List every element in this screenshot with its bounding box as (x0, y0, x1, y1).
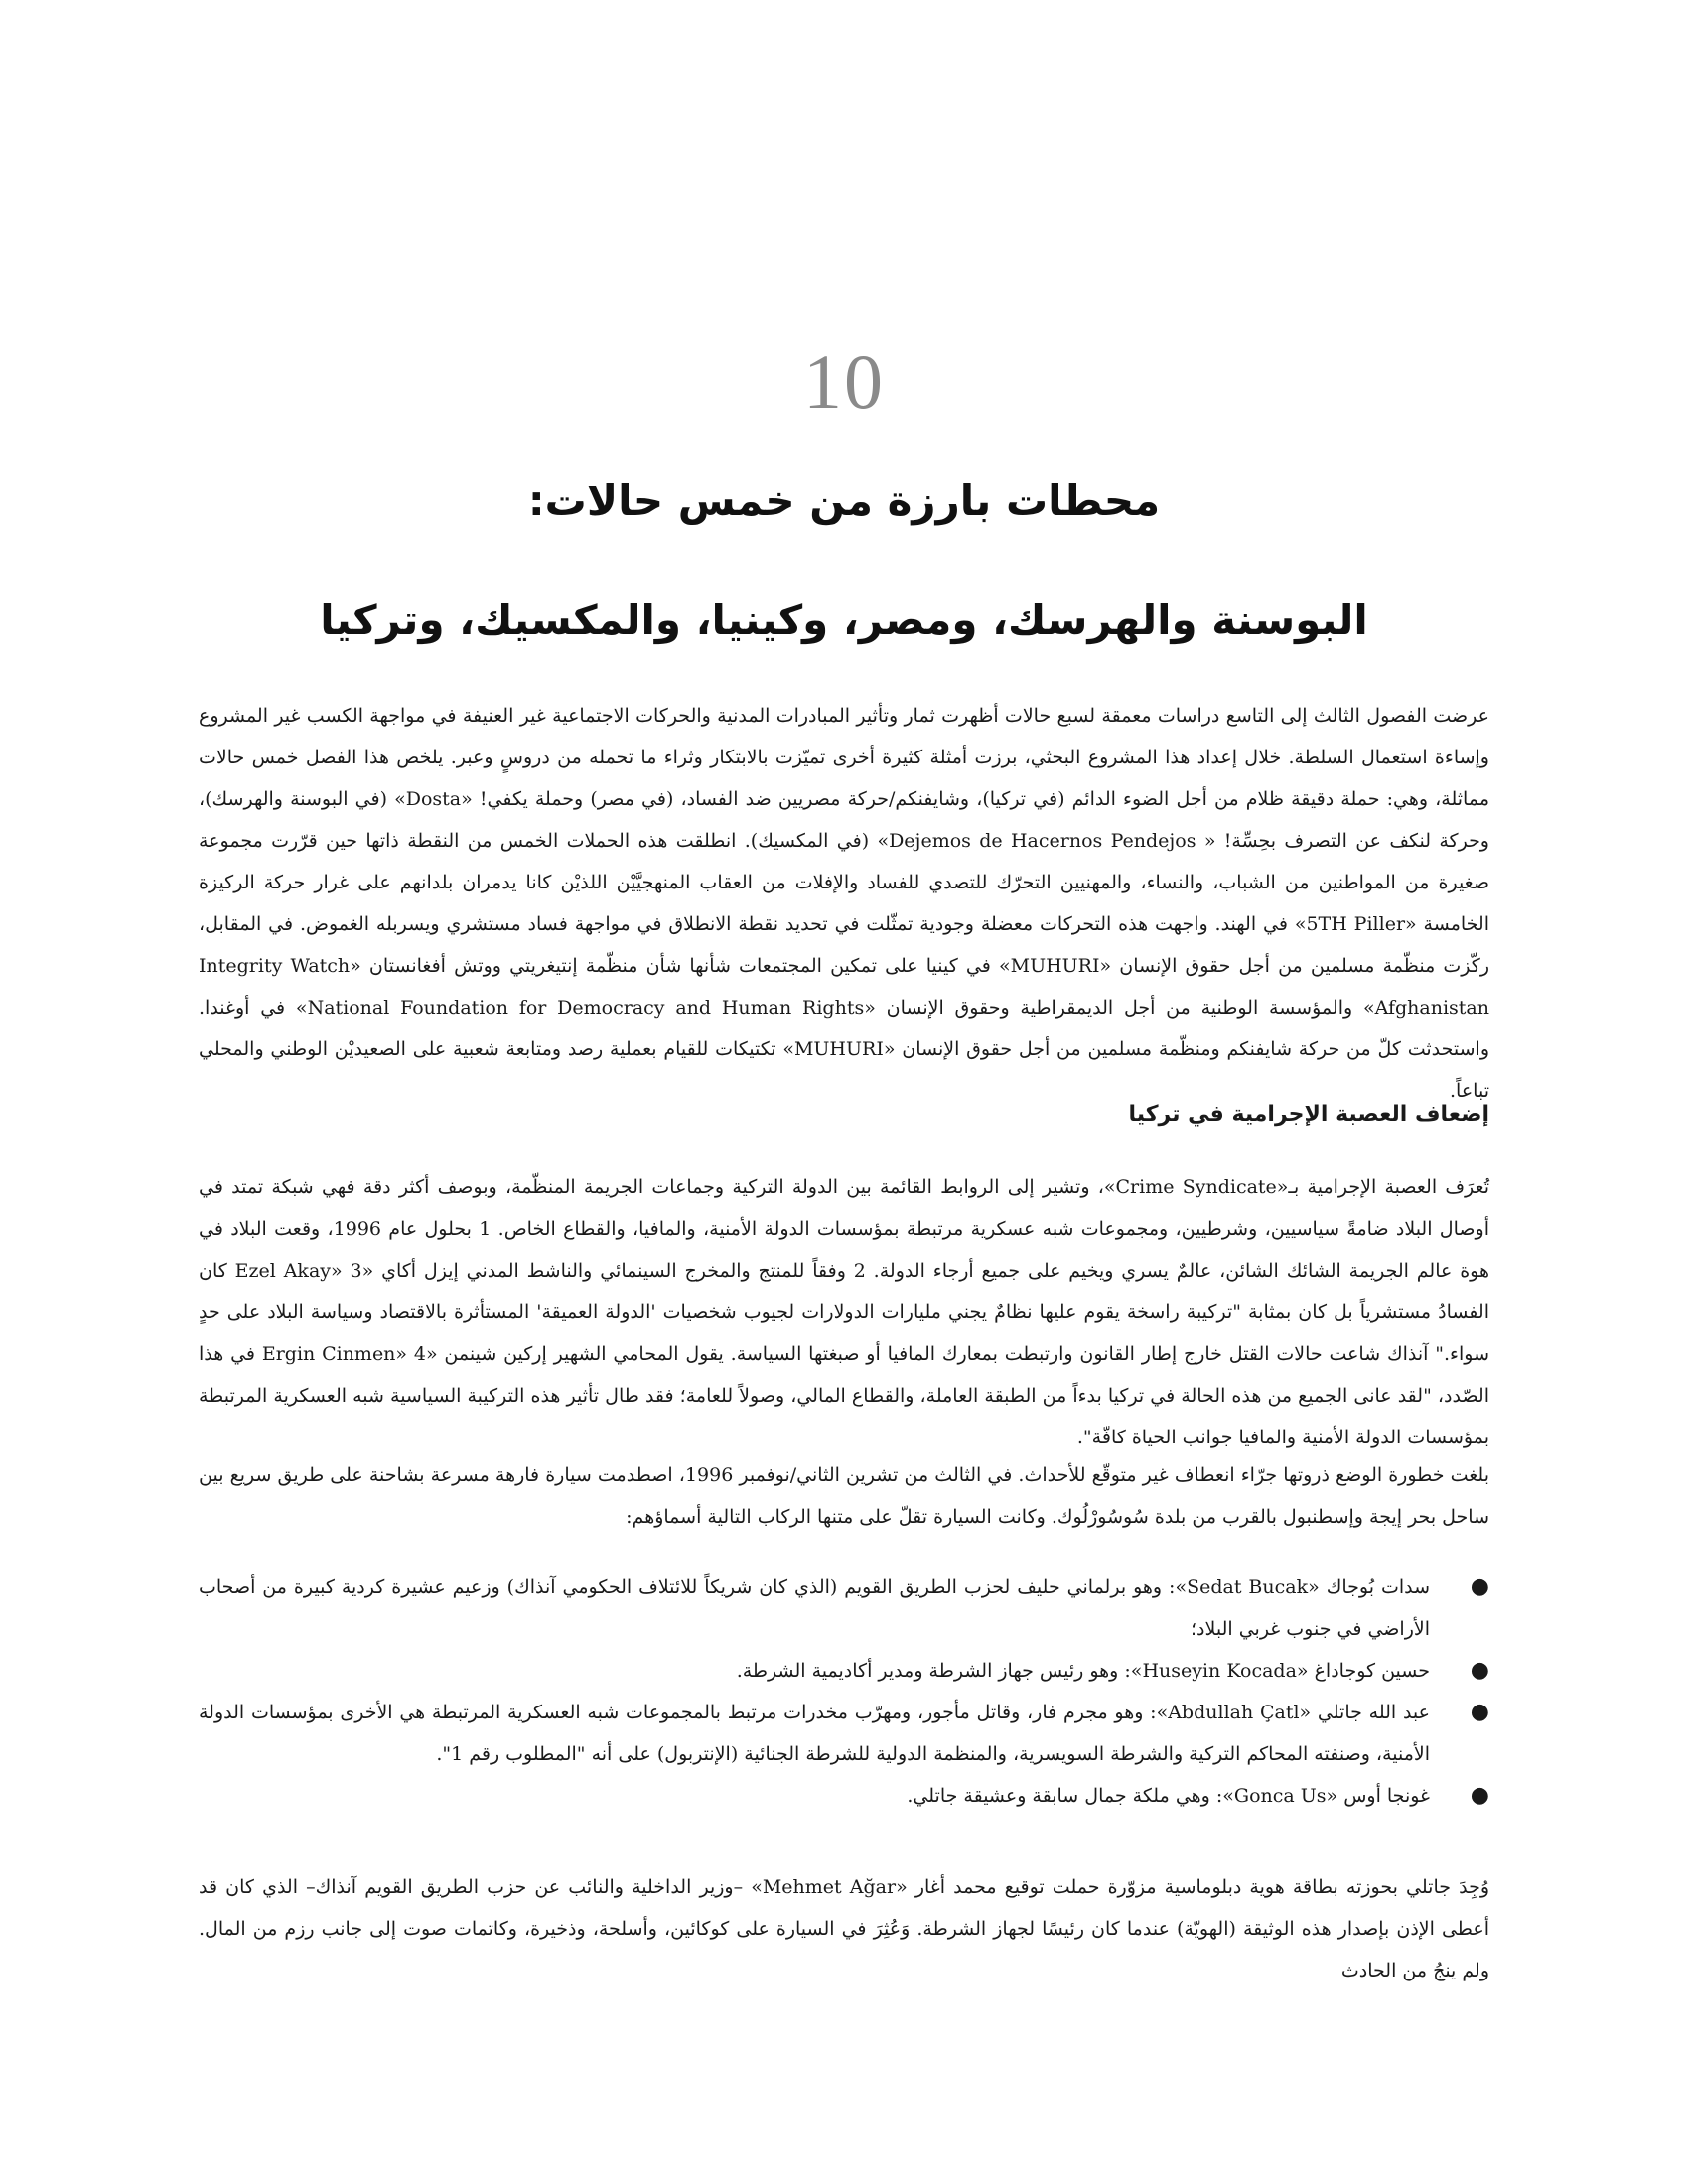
body-paragraph-3: وُجِدَ جاتلي بحوزته بطاقة هوية دبلوماسية مزوّرة حملت توقيع محمد أغار «Mehmet Ağar» –وزير الداخلية والنائب عن حزب الطريق القويم آنذاك– الذي كان قد أعطى الإذن بإصدار هذه الوثيقة (الهويّة) عندما كان رئيسًا لجهاز الشرطة. وَعُثِرَ في السيارة على كوكائين، وأسلحة، وذخيرة، وكاتمات صوت إلى جانب رزم من المال. ولم ينجُ من الحادث (199, 1876, 1489, 1981)
list-item (199, 1650, 1489, 1692)
bullet-icon: ● (1470, 1574, 1489, 1599)
bullet-icon: ● (1470, 1783, 1489, 1808)
list-item-text: عبد الله جاتلي «Abdullah Çatl»: وهو مجرم فار، وقاتل مأجور، ومهرّب مخدرات مرتبط بالمجموعات شبه العسكرية المرتبطة هي الأخرى بمؤسسات الدولة الأمنية، وصنفته المحاكم التركية والشرطة السويسرية، والمنظمة الدولية للشرطة الجنائية (الإنتربول) على أنه "المطلوب رقم 1". (199, 1702, 1430, 1765)
chapter-title-line-1: محطات بارزة من خمس حالات: (527, 477, 1161, 525)
list-item-text: غونجا أوس «Gonca Us»: وهي ملكة جمال سابقة وعشيقة جاتلي. (907, 1785, 1430, 1807)
body-paragraph-2: بلغت خطورة الوضع ذروتها جرّاء انعطاف غير متوقّع للأحداث. في الثالث من تشرين الثاني/نوفمبر 1996، اصطدمت سيارة فارهة مسرعة بشاحنة على طريق سريع بين ساحل بحر إيجة وإسطنبول بالقرب من بلدة سُوسُورْلُوك. وكانت السيارة تقلّ على متنها الركاب التالية أسماؤهم: (199, 1464, 1490, 1528)
list-item-text: حسين كوجاداغ «Huseyin Kocada»: وهو رئيس جهاز الشرطة ومدير أكاديمية الشرطة. (736, 1660, 1430, 1682)
list-item (199, 1775, 1489, 1817)
intro-paragraph: عرضت الفصول الثالث إلى التاسع دراسات معمقة لسبع حالات أظهرت ثمار وتأثير المبادرات المدنية والحركات الاجتماعية غير العنيفة في مواجهة الكسب غير المشروع وإساءة استعمال السلطة. خلال إعداد هذا المشروع البحثي، برزت أمثلة كثيرة أخرى تميّزت بالابتكار وثراء ما تحمله من دروسٍ وعبر. يلخص هذا الفصل خمس حالات مماثلة، وهي: حملة دقيقة ظلام من أجل الضوء الدائم (في تركيا)، وشايفنكم/حركة مصريين ضد الفساد، (في مصر) وحملة يكفي! «Dosta» (في البوسنة والهرسك)، وحركة لنكف عن التصرف بحِسِّة! « Dejemos de Hacernos Pendejos» (في المكسيك). انطلقت هذه الحملات الخمس من النقطة ذاتها حين قرّرت مجموعة صغيرة من المواطنين من الشباب، والنساء، والمهنيين التحرّك للتصدي للفساد والإفلات من العقاب المنهجيَّيْن اللذيْن كانا يدمران بلدانهم على غرار حركة الركيزة الخامسة «5TH Piller» في الهند. واجهت هذه التحركات معضلة وجودية تمثّلت في تحديد نقطة الانطلاق في مواجهة فساد مستشري ويسربله الغموض. في المقابل، ركّزت منظّمة مسلمين من أجل حقوق الإنسان «MUHURI» في كينيا على تمكين المجتمعات شأنها شأن منظّمة إنتيغريتي ووتش أفغانستان «Integrity Watch Afghanistan» والمؤسسة الوطنية من أجل الديمقراطية وحقوق الإنسان «National Foundation for Democracy and Human Rights» في أوغندا. واستحدثت كلّ من حركة شايفنكم ومنظّمة مسلمين من أجل حقوق الإنسان «MUHURI» تكتيكات للقيام بعملية رصد ومتابعة شعبية على الصعيديْن الوطني والمحلي تباعاً. (199, 705, 1489, 1102)
list-item (199, 1567, 1489, 1650)
passenger-list (199, 1567, 1489, 1817)
body-paragraph-1: تُعرَف العصبة الإجرامية بـ«Crime Syndicate»، وتشير إلى الروابط القائمة بين الدولة التركية وجماعات الجريمة المنظّمة، وبوصف أكثر دقة فهي شبكة تمتد في أوصال البلاد ضامةً سياسيين، وشرطيين، ومجموعات شبه عسكرية مرتبطة بمؤسسات الدولة الأمنية، والمافيا، والقطاع الخاص. 1 بحلول عام 1996، وقعت البلاد في هوة عالم الجريمة الشائك الشائن، عالمٌ يسري ويخيم على جميع أرجاء الدولة. 2 وفقاً للمنتج والمخرج السينمائي والناشط المدني إيزل أكاي «Ezel Akay» 3 كان الفسادُ مستشرياً بل كان بمثابة "تركيبة راسخة يقوم عليها نظامٌ يجني مليارات الدولارات لجيوب شخصيات 'الدولة العميقة' المستأثرة بالاقتصاد وسياسة البلاد على حدٍ سواء." آنذاك شاعت حالات القتل خارج إطار القانون وارتبطت بمعارك المافيا أو صبغتها السياسة. يقول المحامي الشهير إركين شينمن «Ergin Cinmen» 4 في هذا الصّدد، "لقد عانى الجميع من هذه الحالة في تركيا بدءاً من الطبقة العاملة، والقطاع المالي، وصولاً للعامة؛ فقد طال تأثير هذه التركيبة السياسية شبه العسكرية المرتبطة بمؤسسات الدولة الأمنية والمافيا جوانب الحياة كافّة". (199, 1176, 1489, 1448)
list-item-text: سدات بُوجاك «Sedat Bucak»: وهو برلماني حليف لحزب الطريق القويم (الذي كان شريكاً للائتلاف الحكومي آنذاك) وزعيم عشيرة كردية كبيرة من أصحاب الأراضي في جنوب غربي البلاد؛ (199, 1576, 1431, 1640)
list-item (199, 1692, 1489, 1775)
chapter-number: 10 (803, 339, 885, 425)
section-heading: إضعاف العصبة الإجرامية في تركيا (1128, 1102, 1489, 1127)
bullet-icon: ● (1470, 1700, 1489, 1724)
chapter-title-line-2: البوسنة والهرسك، ومصر، وكينيا، والمكسيك، وتركيا (320, 596, 1368, 644)
bullet-icon: ● (1470, 1658, 1489, 1683)
